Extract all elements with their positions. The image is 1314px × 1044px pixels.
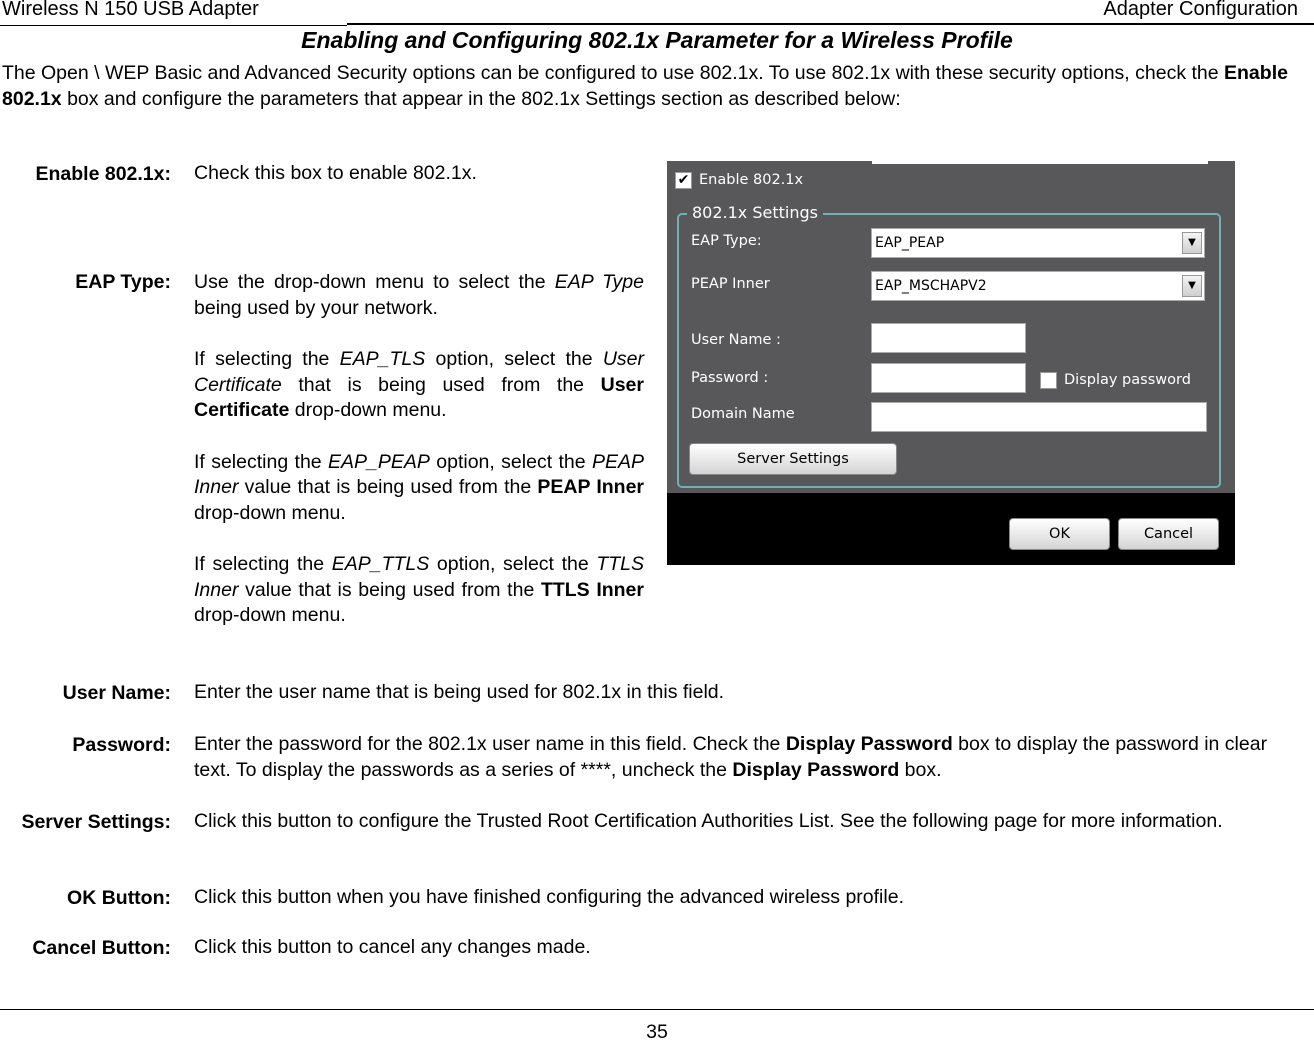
label-eap-type: EAP Type: [75, 271, 171, 293]
header-rule-left [0, 25, 347, 26]
desc-password: Enter the password for the 802.1x user name in this field. Check the Display Password box to display the password in clear text. To display the passwords as a series of ****, uncheck the Display Password box. [194, 733, 1268, 781]
desc-cancel-button: Click this button to cancel any changes made. [194, 936, 591, 958]
header-rule-right [347, 23, 1314, 25]
peap-inner-select[interactable]: EAP_MSCHAPV2 ▼ [871, 271, 1205, 301]
eap-type-label: EAP Type: [691, 233, 762, 249]
desc-user-name: Enter the user name that is being used for 802.1x in this field. [194, 681, 725, 703]
label-server-settings: Server Settings: [21, 811, 171, 833]
eap-type-select[interactable]: EAP_PEAP ▼ [871, 228, 1205, 258]
header-right: Adapter Configuration [1103, 0, 1298, 20]
intro-paragraph: The Open \ WEP Basic and Advanced Security options can be configured to use 802.1x. To use 802.1x with these security options, check the Enable 802.1x box and configure the parameters that appear in the 802.1x Settings section as described below: [2, 62, 1288, 110]
domain-name-label: Domain Name [691, 406, 795, 422]
label-enable-8021x: Enable 802.1x: [35, 163, 171, 185]
desc-eap-type: Use the drop-down menu to select the EAP Type being used by your network. If selecting the EAP_TLS option, select the User Certificate that is being used from the User Certificate drop-down menu. If selecting the EAP_PEAP option, select the PEAP Inner value that is being used from the PEAP Inner drop-down menu. If selecting the EAP_TTLS option, select the TTLS Inner value that is being used from the TTLS Inner drop-down menu. [194, 271, 644, 626]
page-title: Enabling and Configuring 802.1x Parameter for a Wireless Profile [301, 27, 1013, 53]
dialog-top-line [872, 161, 1208, 164]
dialog-8021x-settings [667, 161, 1235, 565]
ok-button[interactable]: OK [1009, 518, 1110, 550]
domain-name-input[interactable] [871, 402, 1207, 432]
password-label: Password : [691, 370, 769, 386]
page-number: 35 [646, 1021, 668, 1043]
peap-inner-label: PEAP Inner [691, 276, 770, 292]
header-left: Wireless N 150 USB Adapter [2, 0, 259, 20]
label-user-name: User Name: [62, 682, 171, 704]
display-password-label: Display password [1064, 372, 1191, 388]
chevron-down-icon[interactable]: ▼ [1182, 232, 1202, 254]
desc-ok-button: Click this button when you have finished configuring the advanced wireless profile. [194, 886, 904, 908]
label-ok-button: OK Button: [67, 887, 171, 909]
user-name-input[interactable] [871, 323, 1026, 353]
server-settings-button[interactable]: Server Settings [689, 443, 897, 475]
display-password-checkbox[interactable] [1040, 372, 1057, 389]
user-name-label: User Name : [691, 332, 781, 348]
chevron-down-icon[interactable]: ▼ [1182, 275, 1202, 297]
desc-server-settings: Click this button to configure the Trusted Root Certification Authorities List. See the following page for more information. [194, 810, 1223, 832]
label-password: Password: [72, 734, 171, 756]
password-input[interactable] [871, 363, 1026, 393]
desc-enable-8021x: Check this box to enable 802.1x. [194, 162, 477, 184]
footer-rule [0, 1009, 1314, 1010]
cancel-button[interactable]: Cancel [1118, 518, 1219, 550]
label-cancel-button: Cancel Button: [32, 937, 171, 959]
enable-8021x-checkbox[interactable]: ✔ [675, 172, 692, 189]
settings-group-title: 802.1x Settings [687, 203, 823, 222]
enable-8021x-label: Enable 802.1x [699, 172, 804, 188]
